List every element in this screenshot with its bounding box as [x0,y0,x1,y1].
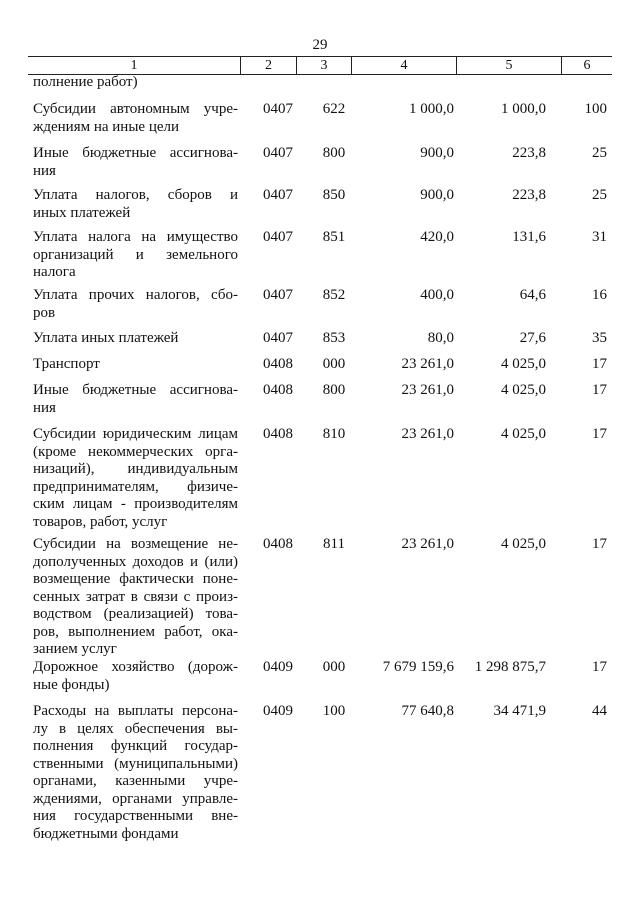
description-line: ственными (муниципальными) [33,755,238,772]
description-line: органами, казенными учре- [33,773,238,789]
description-line: Субсидии автономным учре- [33,101,238,117]
planned-amount: 23 261,0 [401,426,454,442]
row-description [33,426,238,531]
section-code: 0407 [263,101,293,117]
description-line: дополученных доходов и (или) [33,553,238,570]
row-description [33,101,238,136]
description-line: Иные бюджетные ассигнова- [33,145,238,161]
actual-amount: 1 298 875,7 [474,659,546,675]
section-code: 0407 [263,330,293,346]
expense-type-code: 100 [322,703,346,719]
expense-type-code: 852 [322,287,346,303]
expense-type-code: 851 [322,229,346,245]
expense-type-code: 810 [322,426,346,442]
section-code: 0408 [263,382,293,398]
column-header-1: 1 [130,58,138,73]
execution-percent: 31 [592,229,607,245]
page-number: 29 [312,37,328,53]
description-line: ждениям на иные цели [33,118,180,135]
description-line: ским лицам - производителям [33,496,238,512]
actual-amount: 4 025,0 [501,426,546,442]
section-code: 0408 [263,536,293,552]
execution-percent: 25 [592,145,607,161]
actual-amount: 4 025,0 [501,356,546,372]
description-line: Субсидии на возмещение не- [33,536,238,552]
description-line: ния [33,399,56,416]
description-line: ров, выполнением работ, ока- [33,623,238,640]
section-code: 0407 [263,287,293,303]
description-line: бюджетными фондами [33,825,179,842]
planned-amount: 420,0 [420,229,454,245]
actual-amount: 27,6 [519,330,546,346]
planned-amount: 900,0 [420,187,454,203]
row-description [33,703,238,843]
row-description [33,145,238,180]
planned-amount: 80,0 [427,330,454,346]
actual-amount: 223,8 [512,187,546,203]
expense-type-code: 800 [322,382,346,398]
section-code: 0407 [263,187,293,203]
description-line: Субсидии юридическим лицам [33,426,238,442]
planned-amount: 23 261,0 [401,536,454,552]
description-line: занием услуг [33,641,117,657]
expense-type-code: 850 [322,187,346,203]
actual-amount: 223,8 [512,145,546,161]
row-description [33,356,238,374]
description-line: Дорожное хозяйство (дорож- [33,659,238,675]
row-description [33,74,238,92]
description-line: Уплата иных платежей [33,330,179,346]
section-code: 0409 [263,659,293,675]
planned-amount: 23 261,0 [401,382,454,398]
execution-percent: 35 [592,330,607,346]
planned-amount: 7 679 159,6 [382,659,454,675]
description-line: предпринимателям, физиче- [33,478,238,495]
execution-percent: 17 [592,382,607,398]
column-header-3: 3 [320,58,328,73]
row-description [33,187,238,222]
row-description [33,382,238,417]
row-description [33,287,238,322]
description-line: Уплата налогов, сборов и [33,187,238,203]
column-header-6: 6 [583,58,591,73]
description-line: (кроме некоммерческих орга- [33,443,238,460]
planned-amount: 400,0 [420,287,454,303]
row-description [33,229,238,282]
expense-type-code: 800 [322,145,346,161]
description-line: ров [33,304,56,321]
execution-percent: 17 [592,536,607,552]
section-code: 0408 [263,356,293,372]
column-header-5: 5 [505,58,513,73]
planned-amount: 1 000,0 [409,101,454,117]
description-line: водством (реализацией) това- [33,606,238,622]
expense-type-code: 000 [322,356,346,372]
section-code: 0409 [263,703,293,719]
expense-type-code: 811 [323,536,345,552]
actual-amount: 1 000,0 [501,101,546,117]
description-line: возмещение фактически поне- [33,571,238,587]
actual-amount: 131,6 [512,229,546,245]
description-line: Иные бюджетные ассигнова- [33,382,238,398]
row-description [33,536,238,659]
description-line: сенных затрат в связи с произ- [33,588,238,605]
execution-percent: 44 [592,703,607,719]
description-line: низаций), индивидуальным [33,461,238,477]
execution-percent: 17 [592,356,607,372]
planned-amount: 77 640,8 [401,703,454,719]
description-line: Уплата прочих налогов, сбо- [33,287,238,303]
actual-amount: 4 025,0 [501,536,546,552]
column-header-2: 2 [265,58,272,73]
row-description [33,330,238,348]
description-line: налога [33,264,76,280]
description-line: лу в целях обеспечения вы- [33,720,238,737]
section-code: 0407 [263,145,293,161]
section-code: 0407 [263,229,293,245]
description-line: иных платежей [33,204,131,221]
actual-amount: 34 471,9 [493,703,546,719]
description-line: ния государственными вне- [33,808,238,824]
description-line: Расходы на выплаты персона- [33,703,238,719]
description-line: ждениями, органами управле- [33,790,238,807]
expense-type-code: 000 [322,659,346,675]
expense-type-code: 853 [322,330,346,346]
table-header [28,56,612,75]
description-line: организаций и земельного [33,246,238,263]
description-line: Транспорт [33,356,100,372]
execution-percent: 25 [592,187,607,203]
description-line: ния [33,162,56,179]
execution-percent: 17 [592,659,607,675]
description-line: Уплата налога на имущество [33,229,238,245]
column-header-4: 4 [400,58,408,73]
description-line: полнения функций государ- [33,738,238,754]
description-line: ные фонды) [33,676,110,693]
section-code: 0408 [263,426,293,442]
expense-type-code: 622 [322,101,346,117]
execution-percent: 17 [592,426,607,442]
description-line: товаров, работ, услуг [33,513,168,530]
planned-amount: 23 261,0 [401,356,454,372]
actual-amount: 4 025,0 [501,382,546,398]
execution-percent: 100 [584,101,607,117]
description-line: полнение работ) [33,74,138,90]
planned-amount: 900,0 [420,145,454,161]
actual-amount: 64,6 [519,287,546,303]
row-description [33,659,238,694]
execution-percent: 16 [592,287,607,303]
